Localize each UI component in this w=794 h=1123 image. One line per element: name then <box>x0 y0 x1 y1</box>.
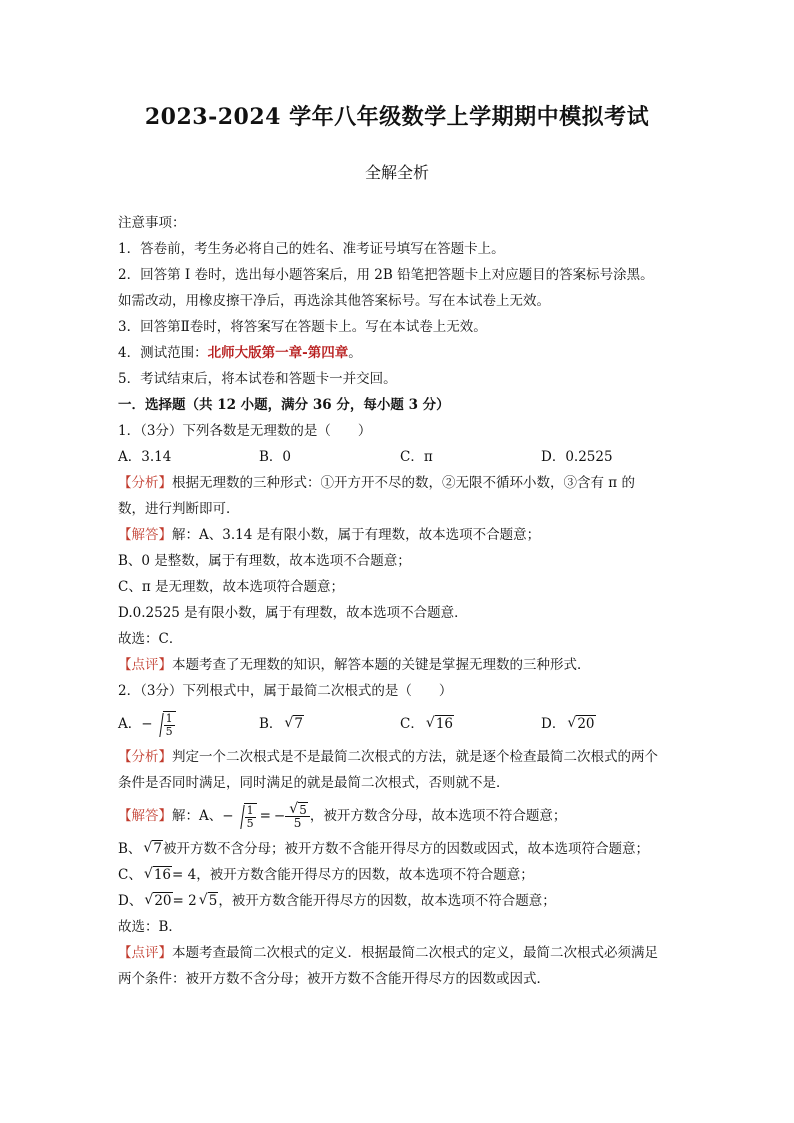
q2-option-c-label: C． <box>400 716 424 732</box>
q1-answer <box>118 522 688 548</box>
q2-answer-tag: 【解答】 <box>118 808 172 824</box>
note-item-4-suffix: 。 <box>348 345 362 361</box>
q1-option-b: B．0 <box>259 449 292 465</box>
q2-answer-b-radicand: 7 <box>153 841 163 857</box>
q2-analysis-tag: 【分析】 <box>118 749 172 765</box>
q2-answer-a-result-radicand: 5 <box>299 802 307 817</box>
q2-choice: 故选：B． <box>118 919 182 935</box>
q2-answer-b-prefix: B、 <box>118 841 142 857</box>
q1-comment-tag: 【点评】 <box>118 657 172 673</box>
q1-analysis-tag: 【分析】 <box>118 475 172 491</box>
q2-options <box>118 704 688 744</box>
q2-answer-a-num: 1 <box>246 803 254 817</box>
q2-comment-text: 本题考查最简二次根式的定义．根据最简二次根式的定义，最简二次根式必须满足 <box>172 945 658 961</box>
q1-option-c: C．π <box>400 449 433 465</box>
note-item-4-prefix: 4．测试范围： <box>118 345 208 361</box>
q1-answer-c: C、π 是无理数，故本选项符合题意； <box>118 579 344 595</box>
q2-answer-d-radicand: 20 <box>154 893 172 909</box>
q2-answer-a-equals: = <box>259 808 271 824</box>
q2-answer-a-den: 5 <box>246 816 254 830</box>
q2-option-a-num: 1 <box>165 711 173 725</box>
q1-comment-text: 本题考查了无理数的知识，解答本题的关键是掌握无理数的三种形式． <box>172 657 591 673</box>
note-item-2-cont: 如需改动，用橡皮擦干净后，再选涂其他答案标号。写在本试卷上无效。 <box>118 293 550 309</box>
q2-option-b-radicand: 7 <box>294 716 304 732</box>
q2-answer-d <box>118 888 688 914</box>
q2-answer-c-prefix: C、 <box>118 867 142 883</box>
q2-answer-c-mid: = 4 <box>172 867 197 883</box>
q2-comment-tag: 【点评】 <box>118 945 172 961</box>
q1-choice: 故选：C． <box>118 631 183 647</box>
q2-answer-a-minus2: − <box>273 808 286 824</box>
q2-answer-b-suffix: 被开方数不含分母；被开方数不含能开得尽方的因数或因式，故本选项符合题意； <box>163 841 650 857</box>
q2-answer-d-root: 5 <box>208 893 218 909</box>
q2-option-b-label: B． <box>259 716 283 732</box>
q2-option-a-radical <box>153 711 176 738</box>
note-item-4 <box>118 340 688 366</box>
q2-option-b <box>259 711 400 737</box>
q2-answer-a-result <box>285 804 310 829</box>
q2-option-a-label: A． <box>118 715 142 732</box>
q2-answer <box>118 796 688 836</box>
q2-answer-a-radical <box>234 803 257 830</box>
q2-analysis <box>118 744 688 770</box>
test-range: 北师大版第一章-第四章 <box>207 345 349 361</box>
q1-options <box>118 444 688 470</box>
q2-comment <box>118 940 688 966</box>
note-item-1: 1．答卷前，考生务必将自己的姓名、准考证号填写在答题卡上。 <box>118 241 505 257</box>
q1-answer-b: B、0 是整数，属于有理数，故本选项不合题意； <box>118 553 411 569</box>
q2-answer-c <box>118 862 688 888</box>
q1-analysis-cont: 数，进行判断即可． <box>118 501 240 517</box>
q1-answer-d: D.0.2525 是有限小数，属于有理数，故本选项不合题意． <box>118 605 468 621</box>
q1-option-a: A．3.14 <box>118 449 172 465</box>
notes-heading: 注意事项： <box>118 215 186 231</box>
q1-analysis <box>118 470 688 496</box>
q1-stem: 1．（3分）下列各数是无理数的是（ ） <box>118 423 372 439</box>
q2-answer-a-prefix: 解：A、 <box>172 808 223 824</box>
q2-answer-b <box>118 836 688 862</box>
q2-comment-cont: 两个条件：被开方数不含分母；被开方数不含能开得尽方的因数或因式． <box>118 971 550 987</box>
note-item-5: 5．考试结束后，将本试卷和答题卡一并交回。 <box>118 371 397 387</box>
q2-option-d-label: D． <box>541 716 566 732</box>
q2-option-c <box>400 711 541 737</box>
q2-answer-d-suffix: ，被开方数含能开得尽方的因数，故本选项不符合题意； <box>218 893 556 909</box>
q2-option-a-den: 5 <box>165 724 173 738</box>
q2-answer-d-prefix: D、 <box>118 893 143 909</box>
q2-analysis-text: 判定一个二次根式是不是最简二次根式的方法，就是逐个检查最简二次根式的两个 <box>172 749 658 765</box>
q1-analysis-text: 根据无理数的三种形式：①开方开不尽的数，②无限不循环小数，③含有 π 的 <box>172 475 635 491</box>
q2-answer-d-mid: = 2 <box>172 893 197 909</box>
q1-answer-a: 解：A、3.14 是有限小数，属于有理数，故本选项不合题意； <box>172 527 541 543</box>
q2-answer-a-suffix: ，被开方数含分母，故本选项不符合题意； <box>309 808 567 824</box>
q1-answer-tag: 【解答】 <box>118 527 172 543</box>
q2-option-a-minus: − <box>141 715 153 732</box>
note-item-3: 3．回答第Ⅱ卷时，将答案写在答题卡上。写在本试卷上无效。 <box>118 319 487 335</box>
q2-option-d-radicand: 20 <box>577 716 595 732</box>
q1-option-d: D．0.2525 <box>541 449 613 465</box>
page-subtitle: 全解全析 <box>364 163 429 182</box>
note-item-2: 2．回答第 I 卷时，选出每小题答案后，用 2B 铅笔把答题卡上对应题目的答案标号涂黑。 <box>118 267 654 283</box>
page-title: 2023-2024 学年八年级数学上学期期中模拟考试 <box>144 104 650 130</box>
q2-answer-a-result-den: 5 <box>293 815 302 830</box>
q2-analysis-cont: 条件是否同时满足，同时满足的就是最简二次根式，否则就不是． <box>118 775 510 791</box>
q1-comment <box>118 652 688 678</box>
q2-answer-a-minus: − <box>222 808 234 824</box>
q2-answer-c-suffix: ，被开方数含能开得尽方的因数，故本选项不符合题意； <box>196 867 534 883</box>
q2-option-a <box>118 711 259 738</box>
q2-option-d <box>541 711 596 737</box>
section-title: 一．选择题（共 12 小题，满分 36 分，每小题 3 分） <box>118 397 450 413</box>
q2-option-c-radicand: 16 <box>435 716 454 732</box>
q2-answer-c-radicand: 16 <box>153 867 172 883</box>
q2-stem: 2．（3分）下列根式中，属于最简二次根式的是（ ） <box>118 683 453 699</box>
document-body <box>118 210 688 992</box>
